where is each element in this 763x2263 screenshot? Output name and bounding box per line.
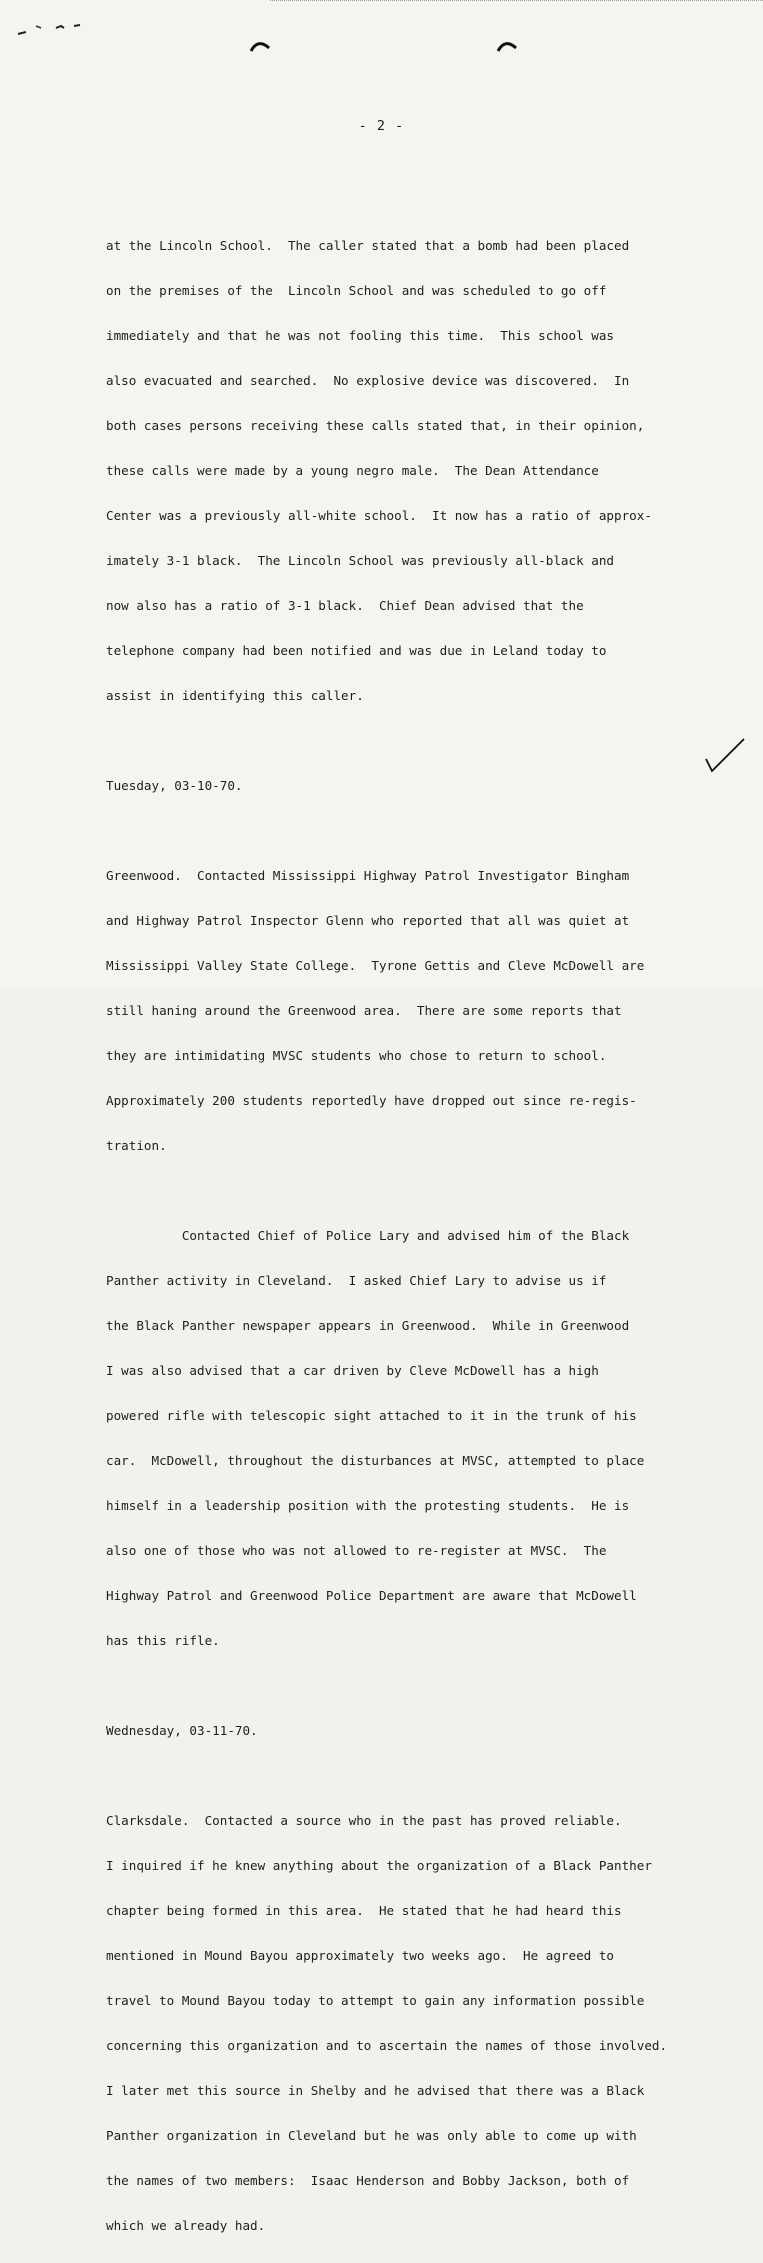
text-line: telephone company had been notified and was due in Leland today to (106, 643, 607, 658)
text-line: Greenwood. Contacted Mississippi Highway Patrol Investigator Bingham (106, 868, 630, 883)
text-line: also one of those who was not allowed to re-register at MVSC. The (106, 1543, 607, 1558)
paragraph-greenwood (106, 838, 666, 1183)
text-line: Clarksdale. Contacted a source who in the past has proved reliable. (106, 1813, 622, 1828)
text-line: imately 3-1 black. The Lincoln School was previously all-black and (106, 553, 614, 568)
text-line: the names of two members: Isaac Henderson and Bobby Jackson, both of (106, 2173, 630, 2188)
page-number: - 2 - (358, 118, 405, 134)
paragraph-chief-lary (106, 1198, 666, 1678)
text-line: has this rifle. (106, 1633, 220, 1648)
text-line: powered rifle with telescopic sight attached to it in the trunk of his (106, 1408, 637, 1423)
text-line: still haning around the Greenwood area. There are some reports that (106, 1003, 622, 1018)
text-line: Panther activity in Cleveland. I asked Chief Lary to advise us if (106, 1273, 607, 1288)
text-line: which we already had. (106, 2218, 266, 2233)
text-line: assist in identifying this caller. (106, 688, 364, 703)
text-line: at the Lincoln School. The caller stated that a bomb had been placed (106, 238, 630, 253)
text-line: tration. (106, 1138, 167, 1153)
text-line: the Black Panther newspaper appears in Greenwood. While in Greenwood (106, 1318, 630, 1333)
text-line: himself in a leadership position with the protesting students. He is (106, 1498, 630, 1513)
text-line: immediately and that he was not fooling this time. This school was (106, 328, 614, 343)
text-line: Tuesday, 03-10-70. (106, 778, 243, 793)
text-line: travel to Mound Bayou today to attempt to gain any information possible (106, 1993, 645, 2008)
text-line: Mississippi Valley State College. Tyrone Gettis and Cleve McDowell are (106, 958, 645, 973)
text-line: I later met this source in Shelby and he advised that there was a Black (106, 2083, 645, 2098)
text-line: Contacted Chief of Police Lary and advised him of the Black (106, 1228, 630, 1243)
dotted-top-edge (270, 0, 763, 4)
text-line: Highway Patrol and Greenwood Police Department are aware that McDowell (106, 1588, 637, 1603)
text-line: on the premises of the Lincoln School and was scheduled to go off (106, 283, 607, 298)
paragraph-clarksdale (106, 1783, 666, 2263)
punch-hole-mark-left (249, 38, 271, 52)
text-line: chapter being formed in this area. He stated that he had heard this (106, 1903, 622, 1918)
text-line: I was also advised that a car driven by Cleve McDowell has a high (106, 1363, 599, 1378)
text-line: car. McDowell, throughout the disturbances at MVSC, attempted to place (106, 1453, 645, 1468)
date-heading-tuesday (106, 748, 666, 823)
text-line: Panther organization in Cleveland but he was only able to come up with (106, 2128, 637, 2143)
date-heading-wednesday (106, 1693, 666, 1768)
text-line: Wednesday, 03-11-70. (106, 1723, 258, 1738)
text-line: both cases persons receiving these calls stated that, in their opinion, (106, 418, 645, 433)
text-line: Center was a previously all-white school. It now has a ratio of approx- (106, 508, 652, 523)
text-line: Approximately 200 students reportedly have dropped out since re-regis- (106, 1093, 637, 1108)
text-line: now also has a ratio of 3-1 black. Chief Dean advised that the (106, 598, 584, 613)
text-line: concerning this organization and to ascertain the names of those involved. (106, 2038, 668, 2053)
punch-hole-mark-right (496, 38, 518, 52)
text-line: also evacuated and searched. No explosive device was discovered. In (106, 373, 630, 388)
stray-ink-marks (14, 18, 84, 38)
text-line: they are intimidating MVSC students who chose to return to school. (106, 1048, 607, 1063)
text-line: and Highway Patrol Inspector Glenn who reported that all was quiet at (106, 913, 630, 928)
text-line: mentioned in Mound Bayou approximately two weeks ago. He agreed to (106, 1948, 614, 1963)
text-line: I inquired if he knew anything about the organization of a Black Panther (106, 1858, 652, 1873)
text-line: these calls were made by a young negro male. The Dean Attendance (106, 463, 599, 478)
document-body (106, 208, 666, 2263)
handwritten-check-mark (700, 735, 748, 775)
paragraph-lincoln-school (106, 208, 666, 733)
